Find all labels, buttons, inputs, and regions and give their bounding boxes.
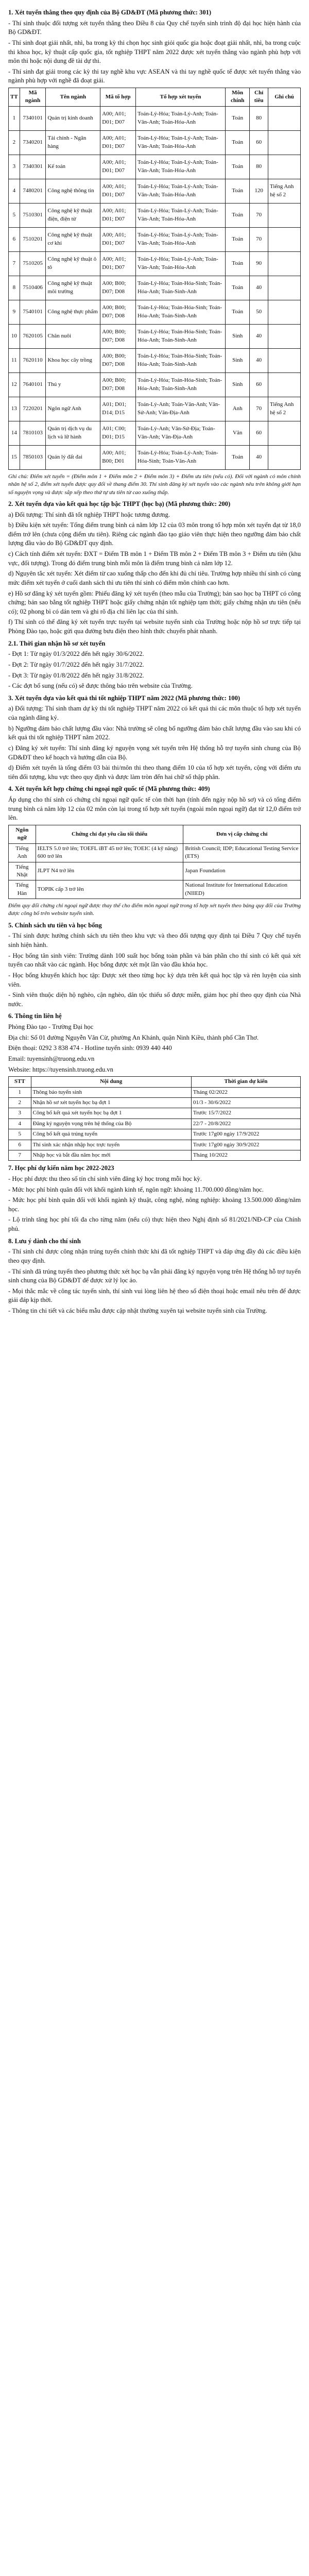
paragraph: Áp dụng cho thí sinh có chứng chỉ ngoại ngữ quốc tế còn thời hạn (tính đến ngày nộp hồ sơ) và có tổng điểm trung bình cả năm lớp 12 của 02 môn còn lại trong tổ hợp xét tuyển (ngoài môn ngoại ngữ) đạt từ 12,0 điểm trở lên.	[8, 796, 301, 822]
major-row	[9, 300, 301, 324]
table-cell: Quản trị dịch vụ du lịch và lữ hành	[46, 421, 100, 445]
table-cell: 3	[9, 1108, 31, 1118]
section-1-intro	[8, 19, 301, 86]
table-cell: Quản trị kinh doanh	[46, 106, 100, 130]
table-cell: 13	[9, 397, 20, 421]
table-cell: Trước 15/7/2022	[191, 1108, 300, 1118]
paragraph: - Học bổng tân sinh viên: Trường dành 100 suất học bổng toàn phần và bán phần cho thí sinh có kết quả xét tuyển cao nhất vào các ngành. Học bổng được xét một lần vào đầu khóa học.	[8, 952, 301, 969]
paragraph: b) Điều kiện xét tuyển: Tổng điểm trung bình cả năm lớp 12 của 03 môn trong tổ hợp môn xét tuyển đạt từ 18,0 điểm trở lên (chưa cộng điểm ưu tiên). Riêng các ngành đào tạo giáo viên thực hiện theo ngưỡng đảm bảo chất lượng đầu vào do Bộ GD&ĐT quy định.	[8, 521, 301, 547]
table-cell: 7620110	[20, 348, 46, 372]
major-row	[9, 251, 301, 276]
paragraph: - Mức học phí bình quân đối với khối ngành kinh tế, ngôn ngữ: khoảng 11.700.000 đồng/năm học.	[8, 1185, 264, 1193]
table-cell: Toán	[226, 155, 250, 179]
table-cell: Anh	[226, 397, 250, 421]
major-row	[9, 130, 301, 155]
paragraph: Địa chỉ: Số 01 đường Nguyễn Văn Cừ, phường An Khánh, quận Ninh Kiều, thành phố Cần Thơ.	[8, 1033, 259, 1041]
language-cert-note: Điểm quy đổi chứng chỉ ngoại ngữ được thay thế cho điểm môn ngoại ngữ trong tổ hợp xét tuyển theo bảng quy đổi của Trường được công bố trên website tuyển sinh.	[8, 903, 301, 917]
table-header-cell: Tổ hợp xét tuyển	[135, 88, 225, 107]
major-row	[9, 445, 301, 469]
paragraph: - Thí sinh đạt giải trong các kỳ thi tay nghề khu vực ASEAN và thi tay nghề quốc tế được xét tuyển thẳng vào ngành phù hợp với nghề đã đoạt giải.	[8, 67, 301, 84]
table-cell	[268, 348, 301, 372]
table-cell: Toán	[226, 251, 250, 276]
table-cell: A00; B00; D07; D08	[100, 276, 136, 300]
paragraph: d) Điểm xét tuyển là tổng điểm 03 bài thi/môn thi theo thang điểm 10 của tổ hợp xét tuyển, cộng với điểm ưu tiên đối tượng, khu vực theo quy định và được làm tròn đến hai chữ số thập phân.	[8, 764, 301, 781]
table-cell	[268, 445, 301, 469]
major-row	[9, 106, 301, 130]
section-2-1-title: 2.1. Thời gian nhận hồ sơ xét tuyển	[8, 639, 106, 647]
paragraph: Điện thoại: 0292 3 838 474 - Hotline tuyển sinh: 0939 440 440	[8, 1044, 172, 1052]
table-cell: Toán	[226, 445, 250, 469]
table-cell	[268, 203, 301, 227]
table-cell: Toán	[226, 106, 250, 130]
table-cell: 2	[9, 1098, 31, 1108]
table-cell: Trước 17g00 ngày 17/9/2022	[191, 1129, 300, 1140]
table-cell: 50	[250, 300, 268, 324]
table-cell: Tiếng Anh	[9, 843, 36, 862]
table-cell: Nhập học và bắt đầu năm học mới	[31, 1150, 191, 1160]
cert-row	[9, 843, 301, 862]
table-cell: 1	[9, 1087, 31, 1097]
list-item: - Đợt 2: Từ ngày 01/7/2022 đến hết ngày 31/7/2022.	[8, 660, 144, 668]
table-cell: 40	[250, 348, 268, 372]
paragraph: - Học bổng khuyến khích học tập: Được xét theo từng học kỳ dựa trên kết quả học tập và rèn luyện của sinh viên.	[8, 971, 301, 988]
table-cell: A00; A01; D01; D07	[100, 179, 136, 203]
table-cell: 60	[250, 130, 268, 155]
table-cell: Toán-Lý-Hóa; Toán-Lý-Anh; Toán-Văn-Anh; Toán-Hóa-Anh	[135, 179, 225, 203]
table-cell: Thú y	[46, 372, 100, 397]
table-cell: 7	[9, 251, 20, 276]
table-cell: A00; A01; D01; D07	[100, 155, 136, 179]
table-cell: Công nghệ thực phẩm	[46, 300, 100, 324]
table-cell: Chăn nuôi	[46, 324, 100, 348]
table-cell: 80	[250, 106, 268, 130]
table-cell: Văn	[226, 421, 250, 445]
table-cell: A00; A01; D01; D07	[100, 203, 136, 227]
major-row	[9, 155, 301, 179]
table-cell: 4	[9, 1118, 31, 1129]
table-cell: A01; D01; D14; D15	[100, 397, 136, 421]
table-cell: Toán-Lý-Hóa; Toán-Hóa-Sinh; Toán-Hóa-Anh; Toán-Sinh-Anh	[135, 372, 225, 397]
table-cell: A00; B00; D07; D08	[100, 372, 136, 397]
table-cell	[268, 372, 301, 397]
table-cell: Công nghệ kỹ thuật ô tô	[46, 251, 100, 276]
table-cell: 8	[9, 276, 20, 300]
table-cell: 90	[250, 251, 268, 276]
section-3-body	[8, 704, 301, 782]
paragraph: - Thông tin chi tiết và các biểu mẫu được cập nhật thường xuyên tại website tuyển sinh của Trường.	[8, 1307, 267, 1315]
table-cell: 7	[9, 1150, 31, 1160]
table-cell	[268, 227, 301, 251]
schedule-row	[9, 1140, 301, 1150]
table-cell: Kế toán	[46, 155, 100, 179]
section-8-title: 8. Lưu ý dành cho thí sinh	[8, 1237, 81, 1245]
table-cell	[268, 276, 301, 300]
table-cell: Toán-Lý-Hóa; Toán-Lý-Anh; Toán-Văn-Anh; Toán-Hóa-Anh	[135, 106, 225, 130]
section-4-title: 4. Xét tuyển kết hợp chứng chỉ ngoại ngữ quốc tế (Mã phương thức: 409)	[8, 785, 210, 793]
majors-table-note: Ghi chú: Điểm xét tuyển = (Điểm môn 1 + Điểm môn 2 + Điểm môn 3) + Điểm ưu tiên (nếu có). Đối với ngành có môn chính nhân hệ số 2, điểm xét tuyển được quy đổi về thang điểm 30. Thí sinh đăng ký xét tuyển vào các ngành nêu trên không giới hạn số nguyện vọng và được sắp xếp theo thứ tự ưu tiên từ cao xuống thấp.	[8, 473, 301, 496]
language-cert-table	[8, 825, 301, 899]
table-header-cell: Ngôn ngữ	[9, 825, 36, 843]
table-cell: 120	[250, 179, 268, 203]
schedule-table	[8, 1076, 301, 1161]
table-cell: 5	[9, 203, 20, 227]
section-6-title: 6. Thông tin liên hệ	[8, 1012, 62, 1020]
table-cell: 7340301	[20, 155, 46, 179]
table-cell: 7480201	[20, 179, 46, 203]
paragraph: a) Đối tượng: Thí sinh tham dự kỳ thi tốt nghiệp THPT năm 2022 có kết quả thi các môn thuộc tổ hợp xét tuyển của ngành đăng ký.	[8, 705, 301, 722]
major-row	[9, 348, 301, 372]
table-cell: Tài chính - Ngân hàng	[46, 130, 100, 155]
table-cell: Toán-Lý-Hóa; Toán-Hóa-Sinh; Toán-Hóa-Anh; Toán-Sinh-Anh	[135, 276, 225, 300]
table-cell: Sinh	[226, 372, 250, 397]
list-item: - Các đợt bổ sung (nếu có) sẽ được thông báo trên website của Trường.	[8, 682, 193, 690]
schedule-row	[9, 1087, 301, 1097]
table-cell: A00; A01; B00; D01	[100, 445, 136, 469]
table-cell: Tiếng Hàn	[9, 880, 36, 899]
table-cell: 22/7 - 20/8/2022	[191, 1118, 300, 1129]
table-cell: Tiếng Anh hệ số 2	[268, 397, 301, 421]
table-header-cell: Thời gian dự kiến	[191, 1077, 300, 1087]
paragraph: Email: tuyensinh@truong.edu.vn	[8, 1055, 95, 1062]
table-cell: 5	[9, 1129, 31, 1140]
table-cell: Tiếng Nhật	[9, 862, 36, 880]
table-header-cell: Mã tổ hợp	[100, 88, 136, 107]
major-row	[9, 324, 301, 348]
table-cell: A00; B00; D07; D08	[100, 300, 136, 324]
major-row	[9, 372, 301, 397]
paragraph: c) Cách tính điểm xét tuyển: ĐXT = Điểm TB môn 1 + Điểm TB môn 2 + Điểm TB môn 3 + Điểm ưu tiên (khu vực, đối tượng). Trong đó điểm trung bình mỗi môn là điểm trung bình cả năm lớp 12.	[8, 550, 301, 567]
table-cell: Toán-Lý-Hóa; Toán-Hóa-Sinh; Toán-Hóa-Anh; Toán-Sinh-Anh	[135, 300, 225, 324]
table-cell: A00; A01; D01; D07	[100, 251, 136, 276]
table-cell: 7510205	[20, 251, 46, 276]
paragraph: a) Đối tượng: Thí sinh đã tốt nghiệp THPT hoặc tương đương.	[8, 511, 170, 518]
table-header-cell: Chứng chỉ đạt yêu cầu tối thiểu	[36, 825, 183, 843]
table-cell: A00; A01; D01; D07	[100, 130, 136, 155]
table-cell: 14	[9, 421, 20, 445]
table-cell: 01/3 - 30/6/2022	[191, 1098, 300, 1108]
table-cell: 4	[9, 179, 20, 203]
major-row	[9, 179, 301, 203]
section-5-title: 5. Chính sách ưu tiên và học bổng	[8, 921, 102, 929]
table-cell: A00; B00; D07; D08	[100, 348, 136, 372]
table-header-cell: TT	[9, 88, 20, 107]
table-cell: 70	[250, 227, 268, 251]
paragraph: - Học phí được thu theo số tín chỉ sinh viên đăng ký học trong mỗi học kỳ.	[8, 1175, 202, 1182]
section-8-body	[8, 1247, 301, 1315]
schedule-row	[9, 1150, 301, 1160]
table-cell: Toán-Lý-Hóa; Toán-Hóa-Sinh; Toán-Hóa-Anh; Toán-Sinh-Anh	[135, 348, 225, 372]
table-cell: Toán-Lý-Hóa; Toán-Lý-Anh; Toán-Văn-Anh; Toán-Hóa-Anh	[135, 251, 225, 276]
section-1-title: 1. Xét tuyển thẳng theo quy định của Bộ GD&ĐT (Mã phương thức: 301)	[8, 9, 212, 16]
table-cell: 3	[9, 155, 20, 179]
paragraph: - Thí sinh thuộc đối tượng xét tuyển thẳng theo Điều 8 của Quy chế tuyển sinh trình độ đại học hiện hành của Bộ GD&ĐT.	[8, 19, 301, 36]
table-cell: 60	[250, 372, 268, 397]
table-header-cell: Chỉ tiêu	[250, 88, 268, 107]
table-cell: Công bố kết quả xét tuyển học bạ đợt 1	[31, 1108, 191, 1118]
section-2-title: 2. Xét tuyển dựa vào kết quả học tập bậc THPT (học bạ) (Mã phương thức: 200)	[8, 500, 231, 507]
table-cell: Công bố kết quả trúng tuyển	[31, 1129, 191, 1140]
table-cell: Công nghệ kỹ thuật cơ khí	[46, 227, 100, 251]
table-cell: Đăng ký nguyện vọng trên hệ thống của Bộ	[31, 1118, 191, 1129]
table-cell: Toán-Lý-Hóa; Toán-Lý-Anh; Toán-Văn-Anh; Toán-Hóa-Anh	[135, 203, 225, 227]
list-item: - Đợt 3: Từ ngày 01/8/2022 đến hết ngày 31/8/2022.	[8, 671, 144, 679]
table-cell	[268, 300, 301, 324]
paragraph: b) Ngưỡng đảm bảo chất lượng đầu vào: Nhà trường sẽ công bố ngưỡng đảm bảo chất lượng đầu vào sau khi có kết quả thi tốt nghiệp THPT năm 2022.	[8, 724, 301, 741]
table-cell: 60	[250, 421, 268, 445]
table-cell: National Institute for International Education (NIIED)	[183, 880, 301, 899]
table-cell: Sinh	[226, 348, 250, 372]
paragraph: - Mức học phí bình quân đối với khối ngành kỹ thuật, công nghệ, nông nghiệp: khoảng 13.500.000 đồng/năm học.	[8, 1196, 301, 1213]
table-cell: 7220201	[20, 397, 46, 421]
table-cell: 7640101	[20, 372, 46, 397]
table-cell: Toán-Lý-Hóa; Toán-Lý-Anh; Toán-Văn-Anh; Toán-Hóa-Anh	[135, 227, 225, 251]
table-header-cell: Môn chính	[226, 88, 250, 107]
table-cell: Toán	[226, 130, 250, 155]
table-cell: 7540101	[20, 300, 46, 324]
table-cell	[268, 251, 301, 276]
table-cell: 40	[250, 324, 268, 348]
paragraph: Phòng Đào tạo - Trường Đại học	[8, 1023, 94, 1031]
table-cell: Toán	[226, 276, 250, 300]
schedule-row	[9, 1108, 301, 1118]
major-row	[9, 227, 301, 251]
list-item: - Đợt 1: Từ ngày 01/3/2022 đến hết ngày 30/6/2022.	[8, 650, 144, 658]
paragraph: - Lộ trình tăng học phí tối đa cho từng năm (nếu có) thực hiện theo Nghị định số 81/2021/NĐ-CP của Chính phủ.	[8, 1216, 301, 1233]
table-cell: Toán	[226, 179, 250, 203]
table-cell: 10	[9, 324, 20, 348]
table-cell: Công nghệ kỹ thuật môi trường	[46, 276, 100, 300]
table-cell: 15	[9, 445, 20, 469]
table-cell: 2	[9, 130, 20, 155]
paragraph: Website: https://tuyensinh.truong.edu.vn	[8, 1065, 113, 1073]
table-cell: Nhận hồ sơ xét tuyển học bạ đợt 1	[31, 1098, 191, 1108]
table-cell: 7340201	[20, 130, 46, 155]
table-cell: 11	[9, 348, 20, 372]
table-cell: Toán-Lý-Hóa; Toán-Lý-Anh; Toán-Văn-Anh; Toán-Hóa-Anh	[135, 130, 225, 155]
table-cell: 9	[9, 300, 20, 324]
section-7-body	[8, 1175, 301, 1234]
table-cell: TOPIK cấp 3 trở lên	[36, 880, 183, 899]
table-header-cell: Ghi chú	[268, 88, 301, 107]
paragraph: - Mọi thắc mắc về công tác tuyển sinh, thí sinh vui lòng liên hệ theo số điện thoại hoặc email nêu trên để được giải đáp kịp thời.	[8, 1287, 301, 1304]
table-cell: A00; A01; D01; D07	[100, 227, 136, 251]
paragraph: d) Nguyên tắc xét tuyển: Xét điểm từ cao xuống thấp cho đến khi đủ chỉ tiêu. Trường hợp nhiều thí sinh có cùng mức điểm xét tuyển ở cuối danh sách thì ưu tiên thí sinh có điểm môn chính cao hơn.	[8, 570, 301, 586]
paragraph: - Thí sinh đoạt giải nhất, nhì, ba trong kỳ thi chọn học sinh giỏi quốc gia hoặc đoạt giải nhất, nhì, ba trong cuộc thi khoa học, kỹ thuật cấp quốc gia, tốt nghiệp THPT năm 2022 được xét tuyển thẳng vào ngành phù hợp với môn thi hoặc nội dung đề tài dự thi.	[8, 39, 301, 65]
section-7-title: 7. Học phí dự kiến năm học 2022-2023	[8, 1164, 114, 1172]
table-cell: Thông báo tuyển sinh	[31, 1087, 191, 1097]
table-cell: Quản lý đất đai	[46, 445, 100, 469]
table-header-cell: STT	[9, 1077, 31, 1087]
cert-row	[9, 880, 301, 899]
schedule-row	[9, 1118, 301, 1129]
cert-row	[9, 862, 301, 880]
table-cell: 7510301	[20, 203, 46, 227]
major-row	[9, 421, 301, 445]
paragraph: - Sinh viên thuộc diện hộ nghèo, cận nghèo, dân tộc thiểu số được miễn, giảm học phí theo quy định của Nhà nước.	[8, 991, 301, 1008]
majors-table	[8, 88, 301, 470]
table-cell: Thí sinh xác nhận nhập học trực tuyến	[31, 1140, 191, 1150]
section-6-body	[8, 1023, 301, 1074]
table-cell: A01; C00; D01; D15	[100, 421, 136, 445]
table-cell: Toán-Lý-Hóa; Toán-Lý-Anh; Toán-Hóa-Sinh; Toán-Văn-Anh	[135, 445, 225, 469]
table-cell	[268, 155, 301, 179]
table-cell: 40	[250, 276, 268, 300]
section-4-body	[8, 795, 301, 823]
table-cell: Toán-Lý-Anh; Toán-Văn-Anh; Văn-Sử-Anh; Văn-Địa-Anh	[135, 397, 225, 421]
schedule-row	[9, 1098, 301, 1108]
section-2-1-body	[8, 650, 301, 691]
paragraph: c) Đăng ký xét tuyển: Thí sinh đăng ký nguyện vọng xét tuyển trên Hệ thống hỗ trợ tuyển sinh chung của Bộ GD&ĐT theo kế hoạch và hướng dẫn của Bộ.	[8, 744, 301, 761]
table-cell: 7620105	[20, 324, 46, 348]
table-cell: Sinh	[226, 324, 250, 348]
table-cell: 80	[250, 155, 268, 179]
table-cell: Toán-Lý-Anh; Văn-Sử-Địa; Toán-Văn-Anh; Văn-Địa-Anh	[135, 421, 225, 445]
table-cell: Toán-Lý-Hóa; Toán-Lý-Anh; Toán-Văn-Anh; Toán-Hóa-Anh	[135, 155, 225, 179]
paragraph: - Thí sinh chỉ được công nhận trúng tuyển chính thức khi đã tốt nghiệp THPT và đáp ứng đầy đủ các điều kiện theo quy định.	[8, 1248, 301, 1264]
table-cell: 12	[9, 372, 20, 397]
table-cell: 40	[250, 445, 268, 469]
table-cell: Khoa học cây trồng	[46, 348, 100, 372]
table-cell: Toán	[226, 203, 250, 227]
table-header-cell: Nội dung	[31, 1077, 191, 1087]
table-header-cell: Mã ngành	[20, 88, 46, 107]
table-cell	[268, 130, 301, 155]
table-cell	[268, 421, 301, 445]
table-header-cell: Tên ngành	[46, 88, 100, 107]
table-cell: 1	[9, 106, 20, 130]
table-cell: 6	[9, 1140, 31, 1150]
table-cell: Toán-Lý-Hóa; Toán-Hóa-Sinh; Toán-Hóa-Anh; Toán-Sinh-Anh	[135, 324, 225, 348]
paragraph: - Thí sinh được hưởng chính sách ưu tiên theo khu vực và theo đối tượng quy định tại Điều 7 Quy chế tuyển sinh hiện hành.	[8, 932, 301, 949]
paragraph: e) Hồ sơ đăng ký xét tuyển gồm: Phiếu đăng ký xét tuyển (theo mẫu của Trường); bản sao học bạ THPT có công chứng; bản sao bằng tốt nghiệp THPT hoặc giấy chứng nhận tốt nghiệp tạm thời; giấy chứng nhận ưu tiên (nếu có); 02 phong bì có dán tem và ghi rõ địa chỉ liên lạc của thí sinh.	[8, 589, 301, 615]
section-3-title: 3. Xét tuyển dựa vào kết quả thi tốt nghiệp THPT năm 2022 (Mã phương thức: 100)	[8, 694, 241, 702]
table-cell: Công nghệ thông tin	[46, 179, 100, 203]
table-cell: 7340101	[20, 106, 46, 130]
section-5-body	[8, 931, 301, 1009]
table-cell: Toán	[226, 300, 250, 324]
table-cell	[268, 106, 301, 130]
table-cell: 7510201	[20, 227, 46, 251]
paragraph: - Thí sinh đã trúng tuyển theo phương thức xét học bạ vẫn phải đăng ký nguyện vọng trên Hệ thống hỗ trợ tuyển sinh chung của Bộ GD&ĐT để được xử lý lọc ảo.	[8, 1267, 301, 1284]
table-cell: Japan Foundation	[183, 862, 301, 880]
table-cell: 7510406	[20, 276, 46, 300]
table-cell: British Council; IDP; Educational Testing Service (ETS)	[183, 843, 301, 862]
table-cell: Tháng 02/2022	[191, 1087, 300, 1097]
major-row	[9, 203, 301, 227]
table-cell: IELTS 5.0 trở lên; TOEFL iBT 45 trở lên; TOEIC (4 kỹ năng) 600 trở lên	[36, 843, 183, 862]
table-cell: A00; A01; D01; D07	[100, 106, 136, 130]
table-cell: A00; B00; D07; D08	[100, 324, 136, 348]
paragraph: f) Thí sinh có thể đăng ký xét tuyển trực tuyến tại website tuyển sinh của Trường hoặc nộp hồ sơ trực tiếp tại Phòng Đào tạo, hoặc gửi qua đường bưu điện theo hình thức chuyển phát nhanh.	[8, 618, 301, 635]
table-cell: Tiếng Anh hệ số 2	[268, 179, 301, 203]
table-cell: Ngôn ngữ Anh	[46, 397, 100, 421]
table-cell: 70	[250, 397, 268, 421]
table-cell: Công nghệ kỹ thuật điện, điện tử	[46, 203, 100, 227]
table-cell: 7850103	[20, 445, 46, 469]
table-cell: Toán	[226, 227, 250, 251]
table-header-cell: Đơn vị cấp chứng chỉ	[183, 825, 301, 843]
major-row	[9, 276, 301, 300]
table-cell	[268, 324, 301, 348]
section-2-body	[8, 511, 301, 636]
table-cell: 7810103	[20, 421, 46, 445]
table-cell: Trước 17g00 ngày 30/9/2022	[191, 1140, 300, 1150]
major-row	[9, 397, 301, 421]
table-cell: Tháng 10/2022	[191, 1150, 300, 1160]
table-cell: JLPT N4 trở lên	[36, 862, 183, 880]
table-cell: 6	[9, 227, 20, 251]
table-cell: 70	[250, 203, 268, 227]
schedule-row	[9, 1129, 301, 1140]
